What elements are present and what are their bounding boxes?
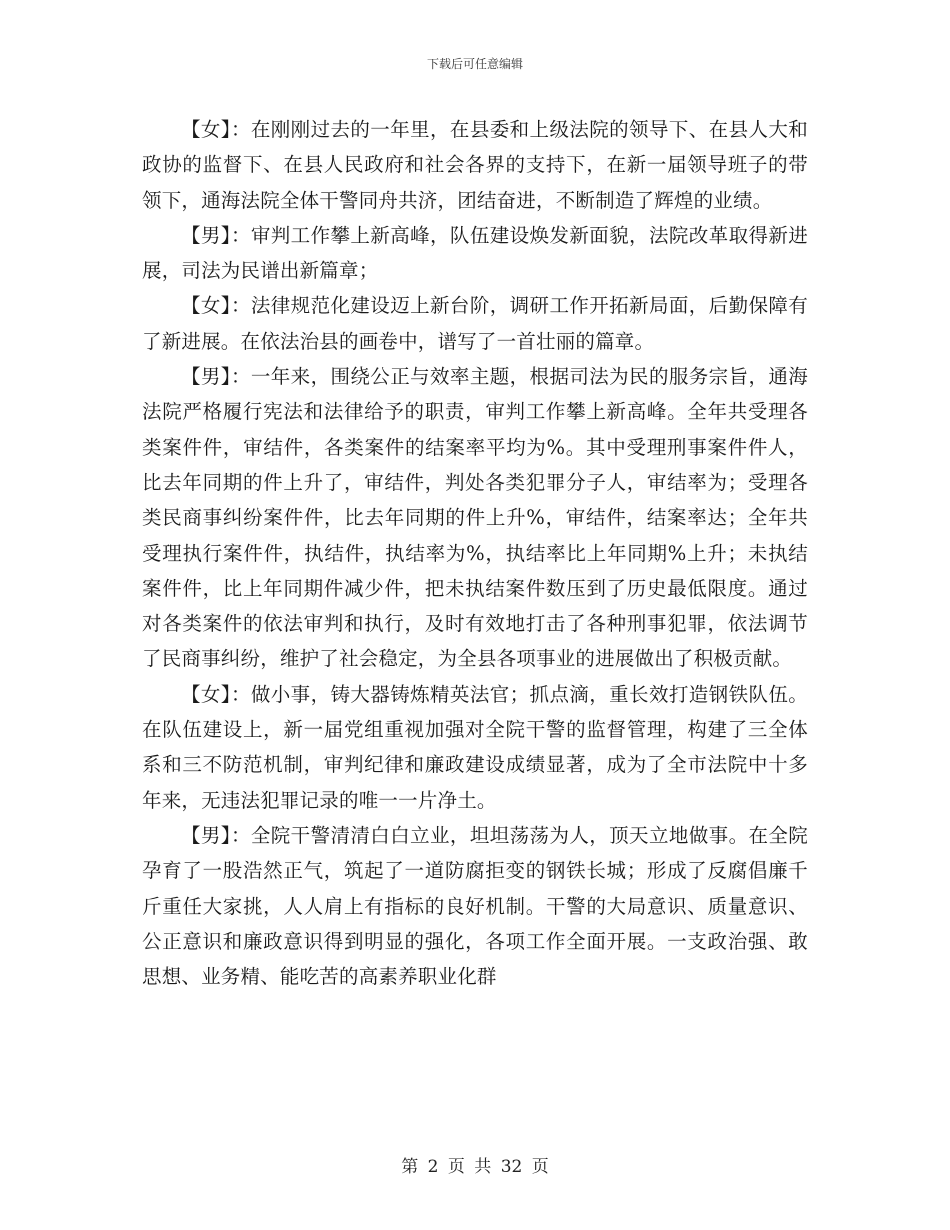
document-body bbox=[142, 112, 808, 994]
paragraph: 【女】：做小事，铸大器铸炼精英法官；抓点滴，重长效打造钢铁队伍。在队伍建设上，新一届党组重视加强对全院干警的监督管理，构建了三全体系和三不防范机制，审判纪律和廉政建设成绩显著，成为了全市法院中十多年来，无违法犯罪记录的唯一一片净土。 bbox=[142, 682, 808, 812]
page-header-note: 下载后可任意编辑 bbox=[426, 57, 523, 71]
paragraph: 【男】：一年来，围绕公正与效率主题，根据司法为民的服务宗旨，通海法院严格履行宪法和法律给予的职责，审判工作攀上新高峰。全年共受理各类案件件，审结件，各类案件的结案率平均为%。其中受理刑事案件件人，比去年同期的件上升了，审结件，判处各类犯罪分子人，审结率为；受理各类民商事纠纷案件件，比去年同期的件上升%，审结件，结案率达；全年共受理执行案件件，执结件，执结率为%，执结率比上年同期%上升；未执结案件件，比上年同期件减少件，把未执结案件数压到了历史最低限度。通过对各类案件的依法审判和执行，及时有效地打击了各种刑事犯罪，依法调节了民商事纠纷，维护了社会稳定，为全县各项事业的进展做出了积极贡献。 bbox=[142, 365, 808, 671]
paragraph: 【女】：法律规范化建设迈上新台阶，调研工作开拓新局面，后勤保障有了新进展。在依法治县的画卷中，谱写了一首壮丽的篇章。 bbox=[142, 294, 808, 353]
paragraph: 【男】：审判工作攀上新高峰，队伍建设焕发新面貌，法院改革取得新进展，司法为民谱出新篇章； bbox=[142, 223, 808, 283]
paragraph: 【女】：在刚刚过去的一年里，在县委和上级法院的领导下、在县人大和政协的监督下、在县人民政府和社会各界的支持下，在新一届领导班子的带领下，通海法院全体干警同舟共济，团结奋进，不断制造了辉煌的业绩。 bbox=[142, 118, 808, 212]
paragraph: 【男】：全院干警清清白白立业，坦坦荡荡为人，顶天立地做事。在全院孕育了一股浩然正气，筑起了一道防腐拒变的钢铁长城；形成了反腐倡廉千斤重任大家挑，人人肩上有指标的良好机制。干警的大局意识、质量意识、公正意识和廉政意识得到明显的强化，各项工作全面开展。一支政治强、敢思想、业务精、能吃苦的高素养职业化群 bbox=[142, 823, 808, 989]
page-number-footer: 第 2 页 共 32 页 bbox=[401, 1157, 549, 1177]
